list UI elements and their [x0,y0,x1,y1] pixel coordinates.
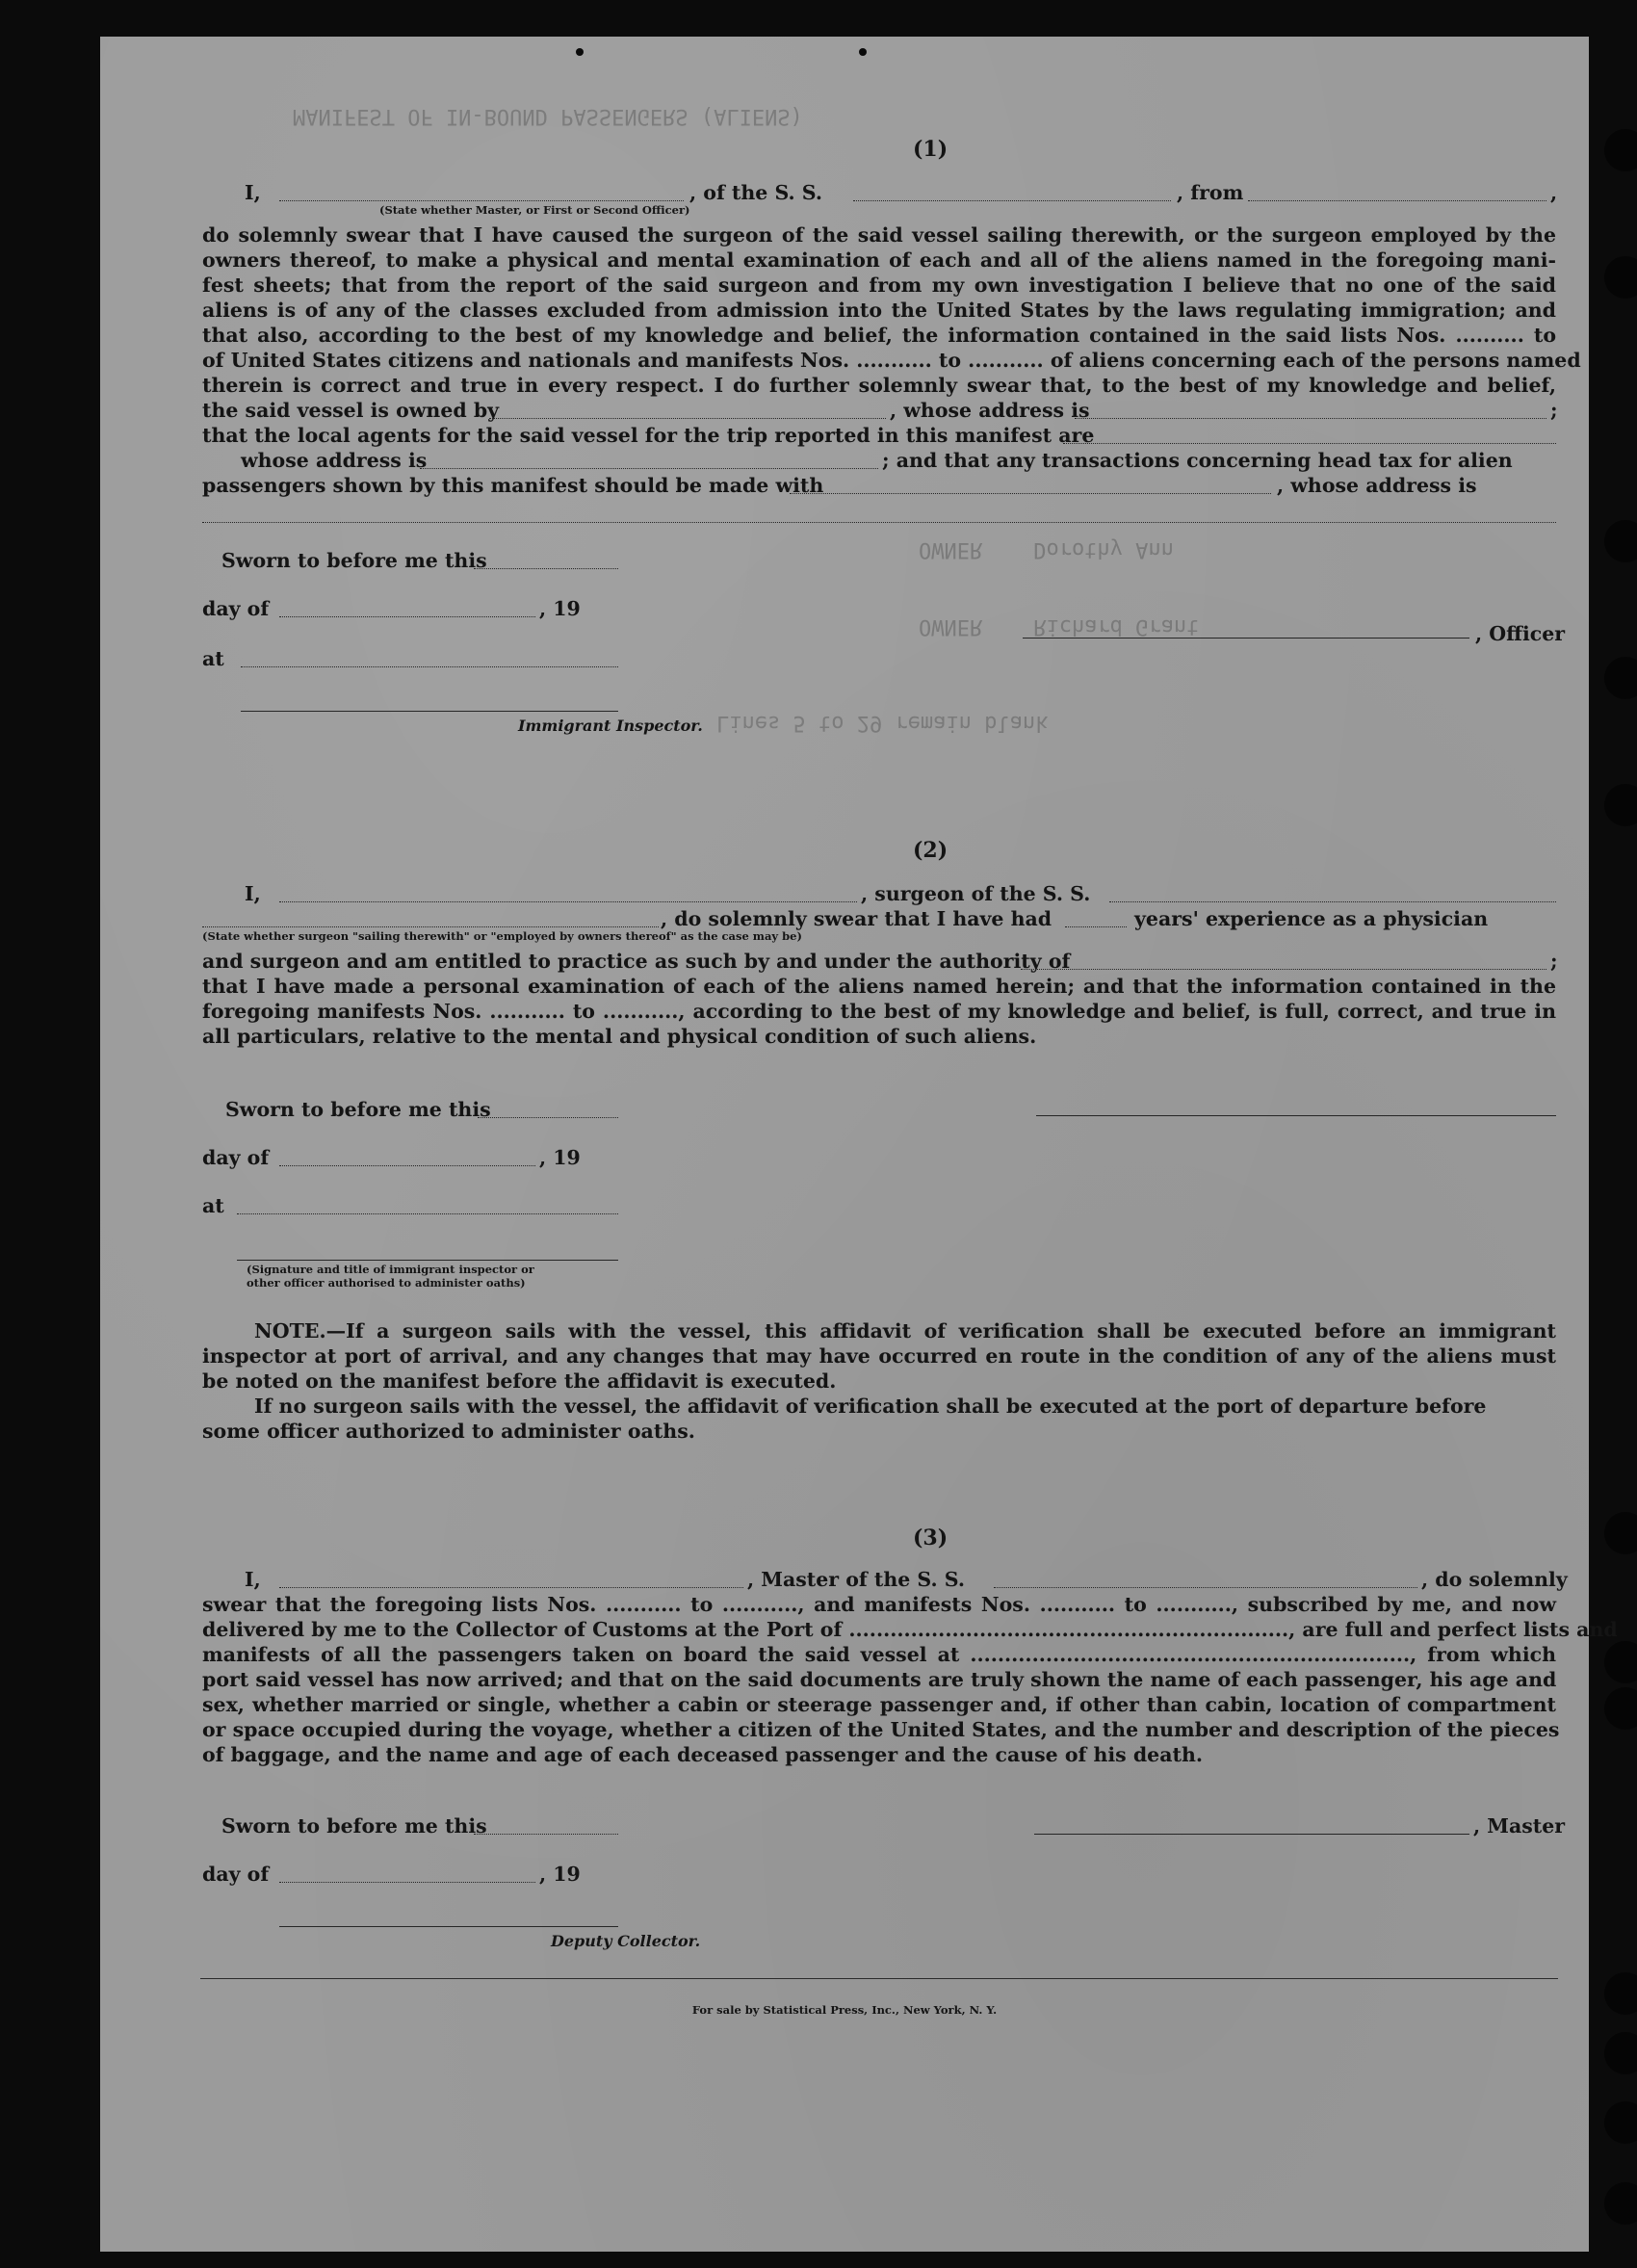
manifest-back-page [100,37,1618,2252]
month-blank[interactable] [279,1882,535,1883]
owned-by-label: the said vessel is owned by [202,399,500,422]
oath-text-line: manifests of all the passengers taken on board the said vessel at ................................................................, from which [202,1643,1556,1666]
oath-text-line: port said vessel has now arrived; and that on the said documents are truly shown the name of each passenger, his age and [202,1668,1557,1691]
year-label: , 19 [539,597,581,620]
day-of-label: day of [202,1863,270,1886]
inspector-signature-line[interactable] [241,711,618,712]
authority-label: and surgeon and am entitled to practice as such by and under the authority of [202,950,1071,973]
agents-blank[interactable] [1063,443,1556,444]
collector-signature-line[interactable] [279,1926,618,1927]
oath-text-line: fest sheets; that from the report of the said surgeon and from my own investigation I believe that no one of the said [202,274,1556,297]
punch-hole [1604,2182,1637,2225]
punch-hole [1604,520,1637,562]
place-blank[interactable] [237,1213,618,1214]
signature-note: other officer authorised to administer oaths) [247,1276,526,1290]
ship-name-blank[interactable] [853,200,1171,201]
ink-mark [576,48,584,56]
oath-text-line: owners thereof, to make a physical and mental examination of each and all of the aliens named in the foregoing mani- [202,248,1556,272]
section-number: (2) [913,838,948,863]
oath-text-line: of baggage, and the name and age of each deceased passenger and the cause of his death. [202,1743,1204,1766]
whose-address-label: , whose address is [1277,474,1477,497]
bleed-through: MANIFEST OF IN-BOUND PASSENGERS (ALIENS) [293,104,803,128]
punch-hole [1604,657,1637,699]
at-label: at [202,647,224,670]
trailing-comma: , [1550,181,1558,204]
oath-text-line: all particulars, relative to the mental and physical condition of such aliens. [202,1025,1037,1048]
note-text-line: be noted on the manifest before the affidavit is executed. [202,1369,837,1393]
made-with-label: passengers shown by this manifest should be made with [202,474,824,497]
surgeon-signature-line[interactable] [1036,1115,1556,1116]
whose-address-label: , whose address is [890,399,1090,422]
year-label: , 19 [539,1863,581,1886]
punch-hole [1604,256,1637,299]
oath-text-line: do solemnly swear that I have caused the surgeon of the said vessel sailing therewith, or the surgeon employed by the [202,223,1556,247]
semicolon: ; [1550,399,1558,422]
ship-name-blank[interactable] [1109,901,1556,902]
punch-hole [1604,129,1637,171]
bleed-through: OWNER Dorothy Ann [919,537,1174,561]
agents-address-blank[interactable] [420,468,878,469]
punch-hole [1604,1641,1637,1683]
oath-text-line: that also, according to the best of my knowledge and belief, the information contained in the said lists Nos. .......... to [202,324,1556,347]
from-port-blank[interactable] [1248,200,1546,201]
note-text-line: NOTE.—If a surgeon sails with the vessel, this affidavit of verification shall be executed before an immigrant [254,1319,1556,1343]
day-of-label: day of [202,1146,270,1169]
oath-text-line: delivered by me to the Collector of Customs at the Port of ................................................................, are full and perfect lists and [202,1618,1618,1641]
ship-name-blank[interactable] [994,1587,1417,1588]
section-number: (3) [913,1525,948,1551]
ink-mark [859,48,867,56]
punch-hole [1604,1972,1637,2015]
sworn-date-blank[interactable] [478,1117,618,1118]
signature-note: (Signature and title of immigrant inspector or [247,1263,534,1276]
head-tax-address-blank[interactable] [202,522,1556,523]
oath-text-line: that I have made a personal examination of each of the aliens named herein; and that the information contained in the [202,975,1556,998]
month-blank[interactable] [279,616,535,617]
years-blank[interactable] [1065,926,1127,927]
do-solemnly-label: , do solemnly [1421,1568,1568,1591]
place-blank[interactable] [241,666,618,667]
bleed-through: Lines 5 to 29 remain blank [716,711,1049,735]
punch-hole [1604,784,1637,826]
punch-hole [1604,2101,1637,2144]
officer-rank-note: (State whether Master, or First or Second Officer) [379,203,690,217]
punch-hole [1604,1687,1637,1730]
surgeon-of-label: , surgeon of the S. S. [861,882,1091,905]
surgeon-status-blank[interactable] [202,926,659,927]
head-tax-label: ; and that any transactions concerning head tax for alien [882,449,1513,472]
deputy-collector-label: Deputy Collector. [551,1932,701,1950]
officer-signature-line[interactable] [1023,638,1469,639]
at-label: at [202,1194,224,1217]
oath-intro-i: I, [245,181,261,204]
of-ss-label: , of the S. S. [689,181,823,204]
year-label: , 19 [539,1146,581,1169]
master-label: , Master [1473,1814,1566,1838]
master-of-label: , Master of the S. S. [747,1568,965,1591]
inspector-signature-line[interactable] [237,1260,618,1261]
from-label: , from [1177,181,1244,204]
oath-text-line: of United States citizens and nationals and manifests Nos. ........... to ........... of aliens concerning each of the persons named [202,349,1581,372]
oath-text-line: swear that the foregoing lists Nos. ........... to ..........., and manifests Nos. ........... to ..........., subscribed by me, and now [202,1593,1556,1616]
whose-address-label: whose address is [241,449,428,472]
owner-blank[interactable] [489,418,886,419]
punch-hole [1604,2032,1637,2074]
oath-text-line: aliens is of any of the classes excluded from admission into the United States by the laws regulating immigration; and [202,299,1556,322]
inspector-label: Immigrant Inspector. [518,717,703,735]
owner-address-blank[interactable] [1075,418,1546,419]
oath-text-line: sex, whether married or single, whether a cabin or steerage passenger and, if other than cabin, location of compartment [202,1693,1556,1716]
printer-imprint: For sale by Statistical Press, Inc., New York, N. Y. [691,2003,998,2017]
sworn-label: Sworn to before me this [221,1814,487,1838]
month-blank[interactable] [279,1165,535,1166]
oath-intro-i: I, [245,882,261,905]
experience-label: , do solemnly swear that I have had [661,907,1052,930]
officer-name-blank[interactable] [279,200,684,201]
bleed-through: OWNER Richard Grant [919,614,1200,639]
punch-hole [1604,1512,1637,1554]
section-number: (1) [913,137,948,162]
sworn-label: Sworn to before me this [225,1098,491,1121]
head-tax-party-blank[interactable] [790,493,1271,494]
authority-blank[interactable] [1021,969,1546,970]
oath-intro-i: I, [245,1568,261,1591]
master-name-blank[interactable] [279,1587,743,1588]
oath-text-line: therein is correct and true in every respect. I do further solemnly swear that, to the best of my knowledge and belief, [202,374,1556,397]
day-of-label: day of [202,597,270,620]
note-text-line: If no surgeon sails with the vessel, the affidavit of verification shall be executed at the port of departure before [254,1395,1487,1418]
sworn-date-blank[interactable] [474,1834,618,1835]
oath-text-line: or space occupied during the voyage, whether a citizen of the United States, and the number and description of the pieces [202,1718,1560,1741]
surgeon-name-blank[interactable] [279,901,857,902]
note-text-line: some officer authorized to administer oaths. [202,1420,695,1443]
oath-text-line: foregoing manifests Nos. ........... to ..........., according to the best of my knowledge and belief, is full, correct, and true in [202,1000,1556,1023]
sworn-label: Sworn to before me this [221,549,487,572]
footer-rule [200,1978,1558,1979]
master-signature-line[interactable] [1034,1834,1469,1835]
sworn-date-blank[interactable] [474,568,618,569]
local-agents-label: that the local agents for the said vessel for the trip reported in this manifest are [202,424,1095,447]
note-text-line: inspector at port of arrival, and any changes that may have occurred en route in the condition of any of the aliens must [202,1344,1556,1368]
surgeon-status-note: (State whether surgeon "sailing therewith" or "employed by owners thereof" as the case may be) [202,929,802,943]
officer-label: , Officer [1475,622,1566,645]
semicolon: ; [1550,950,1558,973]
years-label: years' experience as a physician [1134,907,1489,930]
